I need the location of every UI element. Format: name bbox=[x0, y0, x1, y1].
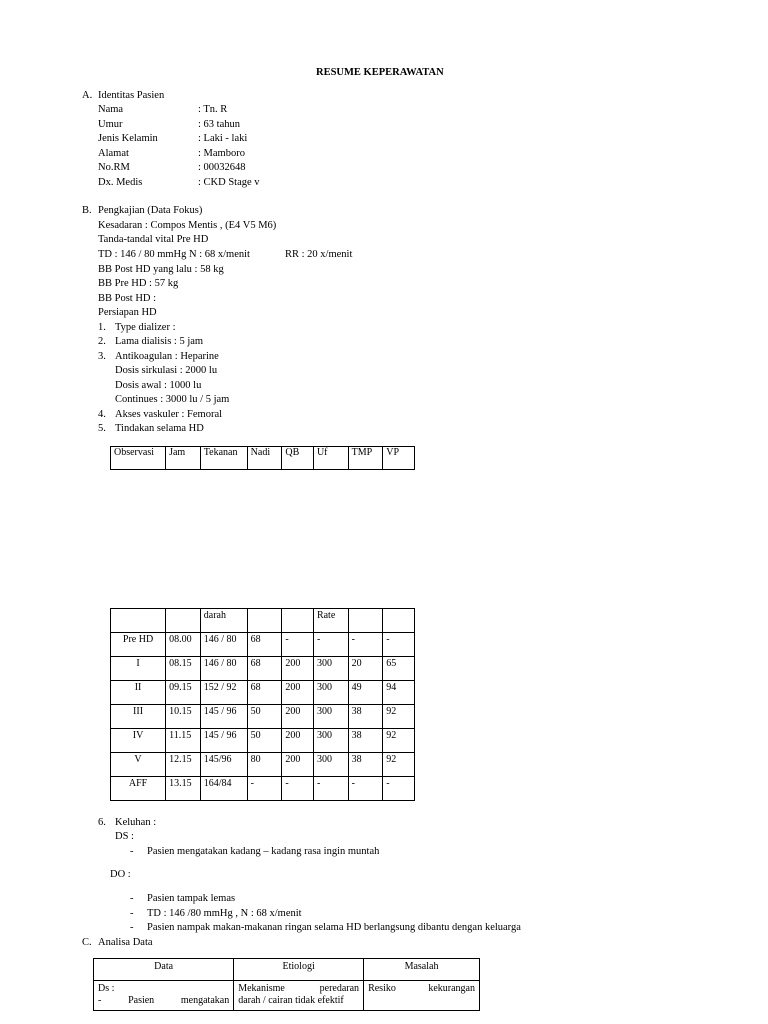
section-b-marker: B. bbox=[82, 205, 92, 216]
row-tmp: 49 bbox=[348, 681, 383, 705]
table-row bbox=[111, 753, 415, 777]
section-b-heading: Pengkajian (Data Fokus) bbox=[98, 205, 203, 216]
etiologi-line-2: darah / cairan tidak efektif bbox=[238, 995, 344, 1006]
section-a-heading: Identitas Pasien bbox=[98, 90, 165, 101]
row-jam: 13.15 bbox=[166, 777, 201, 801]
row-uf: 300 bbox=[313, 681, 348, 705]
do-item: Pasien tampak lemas bbox=[147, 893, 236, 904]
row-uf: 300 bbox=[313, 657, 348, 681]
row-vp: - bbox=[383, 777, 415, 801]
row-tmp: 38 bbox=[348, 729, 383, 753]
data-ds-line bbox=[98, 995, 229, 1007]
row-vp: - bbox=[383, 633, 415, 657]
row-qb: 200 bbox=[282, 657, 314, 681]
do-item: Pasien nampak makan-makanan ringan selama HD berlangsung dibantu dengan keluarga bbox=[147, 922, 521, 933]
field-label-dx-medis: Dx. Medis bbox=[98, 177, 143, 188]
section-c-heading: Analisa Data bbox=[98, 937, 153, 948]
row-label: II bbox=[111, 681, 166, 705]
section-a-marker: A. bbox=[82, 90, 93, 101]
row-tekanan: 145 / 96 bbox=[200, 705, 247, 729]
masalah-line bbox=[368, 983, 475, 995]
row-uf: - bbox=[313, 777, 348, 801]
rr-line: RR : 20 x/menit bbox=[285, 249, 353, 260]
row-qb: 200 bbox=[282, 681, 314, 705]
dosis-awal-line: Dosis awal : 1000 lu bbox=[115, 380, 202, 391]
observation-table-body bbox=[110, 608, 415, 801]
dosis-sirkulasi-line: Dosis sirkulasi : 2000 lu bbox=[115, 365, 218, 376]
item-6-number: 6. bbox=[98, 817, 106, 828]
observation-header-row bbox=[111, 447, 415, 470]
item-3-text: Antikoagulan : Heparine bbox=[115, 351, 219, 362]
table-row bbox=[111, 681, 415, 705]
row-tekanan: 152 / 92 bbox=[200, 681, 247, 705]
row-jam: 11.15 bbox=[166, 729, 201, 753]
header-data: Data bbox=[94, 959, 234, 981]
row-tekanan: 146 / 80 bbox=[200, 657, 247, 681]
do-bullet: - bbox=[130, 908, 134, 919]
field-value-jenis-kelamin: : Laki - laki bbox=[198, 133, 248, 144]
header-nadi: Nadi bbox=[247, 447, 282, 470]
table-row bbox=[111, 729, 415, 753]
data-word: mengatakan bbox=[180, 995, 230, 1006]
bb-post-line: BB Post HD : bbox=[98, 293, 157, 304]
header-vp: VP bbox=[383, 447, 415, 470]
etiologi-cell bbox=[234, 981, 364, 1011]
data-bullet: - bbox=[98, 995, 102, 1006]
row-uf: 300 bbox=[313, 753, 348, 777]
item-5-number: 5. bbox=[98, 423, 106, 434]
row-vp: 92 bbox=[383, 705, 415, 729]
row-jam: 09.15 bbox=[166, 681, 201, 705]
field-value-nama: : Tn. R bbox=[198, 104, 228, 115]
row-qb: - bbox=[282, 777, 314, 801]
row-tekanan: 145 / 96 bbox=[200, 729, 247, 753]
table-row bbox=[111, 705, 415, 729]
ds-label: DS : bbox=[115, 831, 134, 842]
row-tmp: 38 bbox=[348, 753, 383, 777]
row-label: I bbox=[111, 657, 166, 681]
observation-table-header bbox=[110, 446, 415, 470]
field-label-nama: Nama bbox=[98, 104, 124, 115]
field-value-umur: : 63 tahun bbox=[198, 119, 240, 130]
do-item: TD : 146 /80 mmHg , N : 68 x/menit bbox=[147, 908, 302, 919]
subheader-darah: darah bbox=[200, 609, 247, 633]
subheader-cell bbox=[282, 609, 314, 633]
row-qb: - bbox=[282, 633, 314, 657]
row-tmp: 38 bbox=[348, 705, 383, 729]
row-nadi: 80 bbox=[247, 753, 282, 777]
row-uf: 300 bbox=[313, 705, 348, 729]
row-vp: 92 bbox=[383, 753, 415, 777]
section-c-marker: C. bbox=[82, 937, 92, 948]
row-nadi: 68 bbox=[247, 633, 282, 657]
field-label-umur: Umur bbox=[98, 119, 123, 130]
do-bullet: - bbox=[130, 922, 134, 933]
row-tmp: 20 bbox=[348, 657, 383, 681]
row-qb: 200 bbox=[282, 705, 314, 729]
header-jam: Jam bbox=[166, 447, 201, 470]
ds-item: Pasien mengatakan kadang – kadang rasa ingin muntah bbox=[147, 846, 380, 857]
row-nadi: 50 bbox=[247, 705, 282, 729]
header-observasi: Observasi bbox=[111, 447, 166, 470]
row-nadi: 50 bbox=[247, 729, 282, 753]
document-title: RESUME KEPERAWATAN bbox=[316, 67, 444, 78]
etiologi-word: peredaran bbox=[319, 983, 360, 994]
field-label-norm: No.RM bbox=[98, 162, 130, 173]
row-label: AFF bbox=[111, 777, 166, 801]
row-tekanan: 146 / 80 bbox=[200, 633, 247, 657]
header-tmp: TMP bbox=[348, 447, 383, 470]
bb-post-lalu-line: BB Post HD yang lalu : 58 kg bbox=[98, 264, 224, 275]
subheader-rate: Rate bbox=[313, 609, 348, 633]
etiologi-word: Mekanisme bbox=[238, 983, 285, 994]
field-label-jenis-kelamin: Jenis Kelamin bbox=[98, 133, 158, 144]
ds-bullet: - bbox=[130, 846, 134, 857]
header-uf: Uf bbox=[313, 447, 348, 470]
header-tekanan: Tekanan bbox=[200, 447, 247, 470]
continues-line: Continues : 3000 lu / 5 jam bbox=[115, 394, 230, 405]
observation-subheader-row bbox=[111, 609, 415, 633]
etiologi-line bbox=[238, 983, 359, 995]
analysis-table bbox=[93, 958, 480, 1011]
masalah-word: kekurangan bbox=[428, 983, 475, 994]
row-vp: 94 bbox=[383, 681, 415, 705]
row-jam: 08.15 bbox=[166, 657, 201, 681]
row-label: III bbox=[111, 705, 166, 729]
bb-pre-line: BB Pre HD : 57 kg bbox=[98, 278, 179, 289]
row-nadi: - bbox=[247, 777, 282, 801]
subheader-cell bbox=[111, 609, 166, 633]
subheader-cell bbox=[383, 609, 415, 633]
row-label: V bbox=[111, 753, 166, 777]
item-1-text: Type dializer : bbox=[115, 322, 176, 333]
data-cell bbox=[94, 981, 234, 1011]
subheader-cell bbox=[166, 609, 201, 633]
subheader-cell bbox=[348, 609, 383, 633]
analysis-header-row bbox=[94, 959, 480, 981]
item-1-number: 1. bbox=[98, 322, 106, 333]
masalah-cell bbox=[364, 981, 480, 1011]
td-line: TD : 146 / 80 mmHg N : 68 x/menit bbox=[98, 249, 250, 260]
row-uf: - bbox=[313, 633, 348, 657]
field-value-alamat: : Mamboro bbox=[198, 148, 245, 159]
row-vp: 65 bbox=[383, 657, 415, 681]
row-tmp: - bbox=[348, 777, 383, 801]
row-vp: 92 bbox=[383, 729, 415, 753]
item-2-number: 2. bbox=[98, 336, 106, 347]
item-6-text: Keluhan : bbox=[115, 817, 157, 828]
persiapan-hd-line: Persiapan HD bbox=[98, 307, 157, 318]
table-row bbox=[111, 633, 415, 657]
row-tmp: - bbox=[348, 633, 383, 657]
data-word: Pasien bbox=[128, 995, 155, 1006]
table-row bbox=[111, 777, 415, 801]
row-nadi: 68 bbox=[247, 657, 282, 681]
row-tekanan: 145/96 bbox=[200, 753, 247, 777]
row-label: Pre HD bbox=[111, 633, 166, 657]
masalah-word: Resiko bbox=[368, 983, 396, 994]
row-jam: 08.00 bbox=[166, 633, 201, 657]
table-row bbox=[111, 657, 415, 681]
row-nadi: 68 bbox=[247, 681, 282, 705]
row-qb: 200 bbox=[282, 729, 314, 753]
kesadaran-line: Kesadaran : Compos Mentis , (E4 V5 M6) bbox=[98, 220, 277, 231]
analysis-row bbox=[94, 981, 480, 1011]
data-ds-label: Ds : bbox=[98, 983, 115, 994]
row-jam: 12.15 bbox=[166, 753, 201, 777]
field-value-dx-medis: : CKD Stage v bbox=[198, 177, 260, 188]
header-qb: QB bbox=[282, 447, 314, 470]
header-masalah: Masalah bbox=[364, 959, 480, 981]
row-tekanan: 164/84 bbox=[200, 777, 247, 801]
row-jam: 10.15 bbox=[166, 705, 201, 729]
item-5-text: Tindakan selama HD bbox=[115, 423, 204, 434]
item-3-number: 3. bbox=[98, 351, 106, 362]
subheader-cell bbox=[247, 609, 282, 633]
item-4-number: 4. bbox=[98, 409, 106, 420]
do-bullet: - bbox=[130, 893, 134, 904]
header-etiologi: Etiologi bbox=[234, 959, 364, 981]
do-label: DO : bbox=[110, 869, 131, 880]
row-uf: 300 bbox=[313, 729, 348, 753]
field-value-norm: : 00032648 bbox=[198, 162, 246, 173]
item-2-text: Lama dialisis : 5 jam bbox=[115, 336, 204, 347]
row-label: IV bbox=[111, 729, 166, 753]
field-label-alamat: Alamat bbox=[98, 148, 129, 159]
tanda-vital-line: Tanda-tandal vital Pre HD bbox=[98, 234, 209, 245]
row-qb: 200 bbox=[282, 753, 314, 777]
item-4-text: Akses vaskuler : Femoral bbox=[115, 409, 223, 420]
